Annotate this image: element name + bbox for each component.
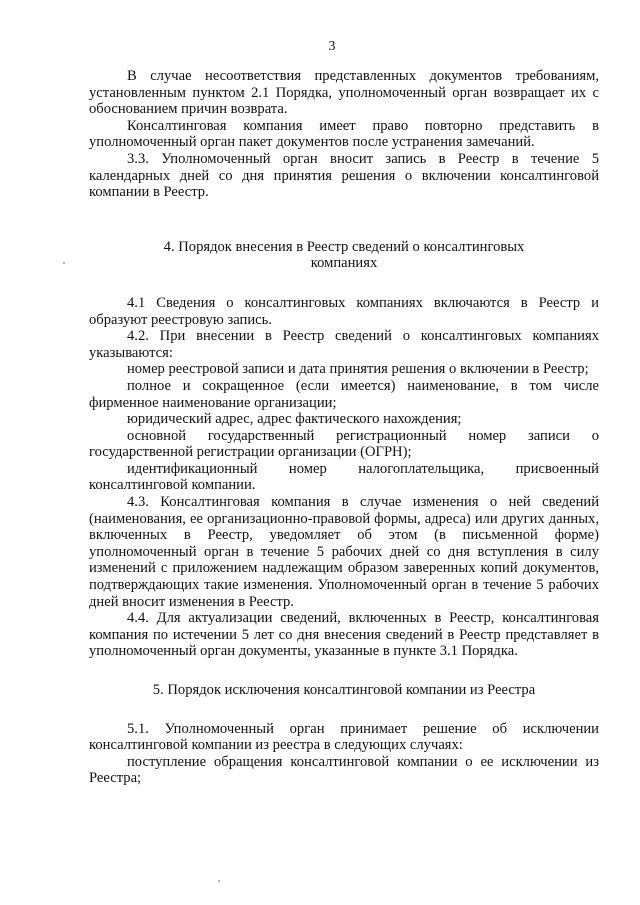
paragraph-4-2: 4.2. При внесении в Реестр сведений о консалтинговых компаниях указываются: xyxy=(89,328,599,361)
paragraph-4-4: 4.4. Для актуализации сведений, включенных в Реестр, консалтинговая компания по истечении 5 лет со дня внесения сведений в Реестр представляет в уполномоченный орган документы, указанные в пункте 3.1 Порядка. xyxy=(89,610,599,660)
paragraph-3-3: 3.3. Уполномоченный орган вносит запись в Реестр в течение 5 календарных дней со дня принятия решения о включении консалтинговой компании в Реестр. xyxy=(89,150,599,201)
section-4-title: 4. Порядок внесения в Реестр сведений о консалтинговых компаниях xyxy=(163,238,525,272)
paragraph-return-docs: В случае несоответствия представленных документов требованиям, установленным пунктом 2.1 Порядка, уполномоченный орган возвращает их с обоснованием причин возврата. xyxy=(89,68,599,118)
scan-speck xyxy=(218,880,220,882)
document-body xyxy=(89,68,599,787)
list-item-self-request: поступление обращения консалтинговой компании о ее исключении из Реестра; xyxy=(89,753,599,787)
list-item-inn: идентификационный номер налогоплательщика, присвоенный консалтинговой компании. xyxy=(89,460,599,494)
paragraph-4-3: 4.3. Консалтинговая компания в случае изменения о ней сведений (наименования, ее организационно-правовой формы, адреса) или других данных, включенных в Реестр, уведомляет об этом (в письменной форме) уполномоченный орган в течение 5 рабочих дней со дня вступления в силу изменений с приложением надлежащим образом заверенных копий документов, подтверждающих такие изменения. Уполномоченный орган в течение 5 рабочих дней вносит изменения в Реестр. xyxy=(89,494,599,610)
list-item-ogrn: основной государственный регистрационный номер записи о государственной регистрации организации (ОГРН); xyxy=(89,427,599,461)
section-5-title: 5. Порядок исключения консалтинговой компании из Реестра xyxy=(152,682,536,698)
paragraph-resubmit: Консалтинговая компания имеет право повторно представить в уполномоченный орган пакет документов после устранения замечаний. xyxy=(89,117,599,151)
paragraph-5-1: 5.1. Уполномоченный орган принимает решение об исключении консалтинговой компании из реестра в следующих случаях: xyxy=(89,720,599,754)
list-item-name: полное и сокращенное (если имеется) наименование, в том числе фирменное наименование организации; xyxy=(89,377,599,411)
list-item-registry-number: номер реестровой записи и дата принятия решения о включении в Реестр; xyxy=(127,361,589,378)
page-number: 3 xyxy=(328,39,336,54)
paragraph-4-1: 4.1 Сведения о консалтинговых компаниях включаются в Реестр и образуют реестровую запись. xyxy=(89,294,599,328)
scan-speck xyxy=(63,262,65,264)
list-item-address: юридический адрес, адрес фактического нахождения; xyxy=(127,411,462,428)
